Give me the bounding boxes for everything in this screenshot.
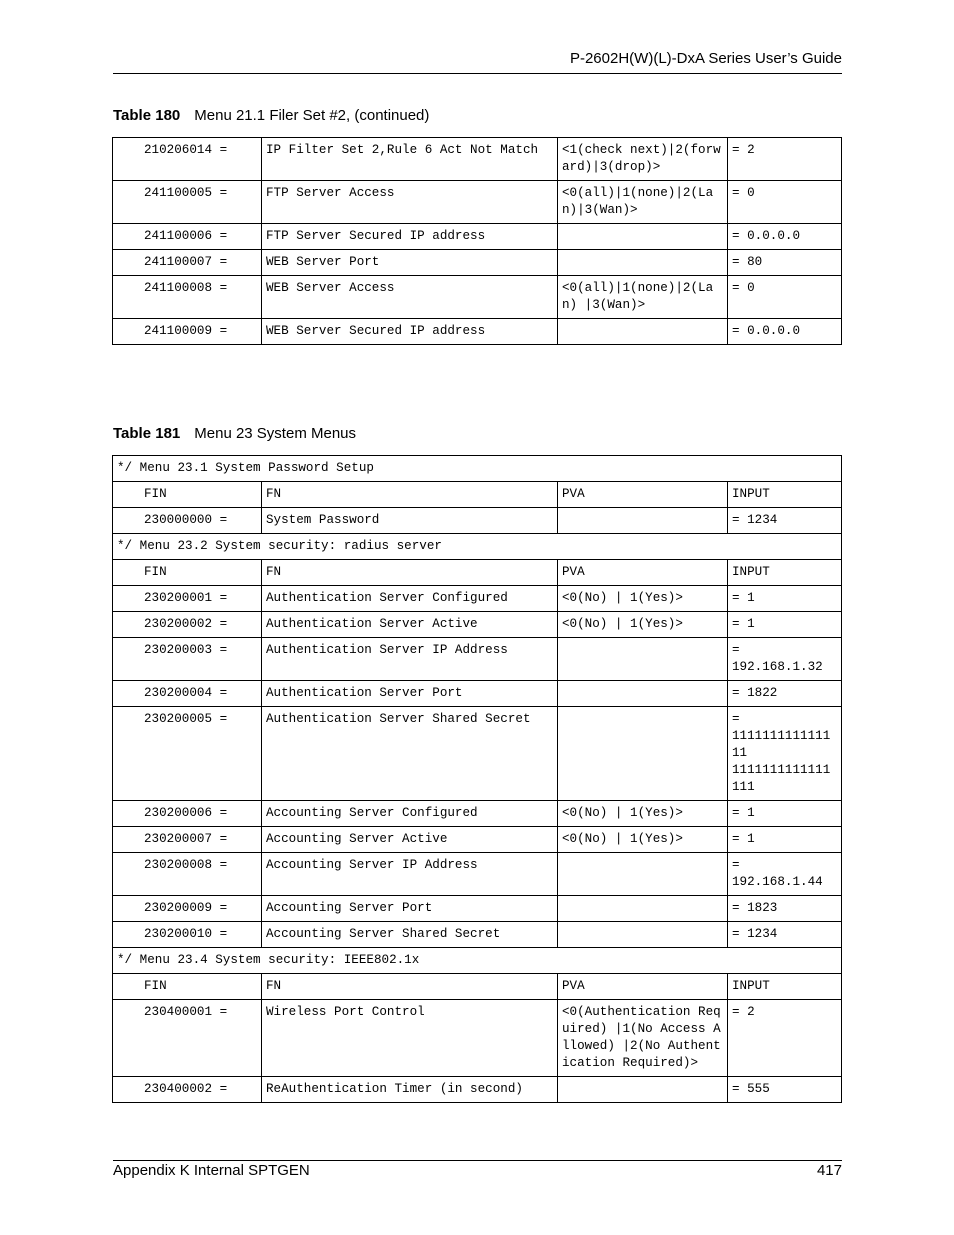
fin-cell: 230200003 = <box>113 638 262 681</box>
table-181-title: Menu 23 System Menus <box>194 425 357 442</box>
input-cell: = 80 <box>728 250 842 276</box>
table-row <box>113 181 842 224</box>
input-cell: = 1 <box>728 612 842 638</box>
input-cell: = 192.168.1.44 <box>728 853 842 896</box>
column-header-row <box>113 974 842 1000</box>
pva-cell: <0(No) | 1(Yes)> <box>558 612 728 638</box>
table-180-label: Table 180 <box>113 107 181 124</box>
fn-cell: Authentication Server Shared Secret <box>262 707 558 801</box>
fn-cell: FN <box>262 974 558 1000</box>
running-header: P-2602H(W)(L)-DxA Series User’s Guide <box>569 50 842 67</box>
table-row <box>113 250 842 276</box>
table-row <box>113 853 842 896</box>
section-row <box>113 948 842 974</box>
table-180-title: Menu 21.1 Filer Set #2, (continued) <box>194 107 430 124</box>
input-cell: INPUT <box>728 974 842 1000</box>
fin-cell: 230400002 = <box>113 1077 262 1103</box>
input-cell: INPUT <box>728 482 842 508</box>
table-row <box>113 586 842 612</box>
table-row <box>113 681 842 707</box>
pva-cell: <0(No) | 1(Yes)> <box>558 827 728 853</box>
pva-cell <box>558 1077 728 1103</box>
fn-cell: Authentication Server Active <box>262 612 558 638</box>
fin-cell: 230200002 = <box>113 612 262 638</box>
table-181-caption <box>113 425 356 442</box>
section-row <box>113 456 842 482</box>
input-cell: = 0.0.0.0 <box>728 319 842 345</box>
fn-cell: WEB Server Access <box>262 276 558 319</box>
input-cell: = 0.0.0.0 <box>728 224 842 250</box>
input-cell: = 1823 <box>728 896 842 922</box>
input-cell: = 111111111111111 1111111111111111 <box>728 707 842 801</box>
table-row <box>113 801 842 827</box>
input-cell: INPUT <box>728 560 842 586</box>
table-181-label: Table 181 <box>113 425 181 442</box>
fin-cell: 230200001 = <box>113 586 262 612</box>
fin-cell: 230200007 = <box>113 827 262 853</box>
input-cell: = 1234 <box>728 922 842 948</box>
page-number: 417 <box>816 1162 842 1179</box>
table-row <box>113 922 842 948</box>
column-header-row <box>113 560 842 586</box>
table-row <box>113 224 842 250</box>
section-heading: */ Menu 23.1 System Password Setup <box>113 456 842 482</box>
fn-cell: FTP Server Access <box>262 181 558 224</box>
fin-cell: 230200008 = <box>113 853 262 896</box>
table-row <box>113 1077 842 1103</box>
fn-cell: Authentication Server Port <box>262 681 558 707</box>
fin-cell: 241100009 = <box>113 319 262 345</box>
pva-cell: PVA <box>558 560 728 586</box>
fn-cell: Authentication Server Configured <box>262 586 558 612</box>
pva-cell: <0(Authentication Required) |1(No Access Allowed) |2(No Authentication Required)> <box>558 1000 728 1077</box>
input-cell: = 2 <box>728 138 842 181</box>
table-row <box>113 138 842 181</box>
table-181 <box>112 455 842 1103</box>
fn-cell: FN <box>262 482 558 508</box>
input-cell: = 2 <box>728 1000 842 1077</box>
fn-cell: ReAuthentication Timer (in second) <box>262 1077 558 1103</box>
fin-cell: 241100007 = <box>113 250 262 276</box>
fn-cell: Accounting Server Shared Secret <box>262 922 558 948</box>
pva-cell <box>558 638 728 681</box>
section-heading: */ Menu 23.2 System security: radius server <box>113 534 842 560</box>
pva-cell: PVA <box>558 974 728 1000</box>
table-row <box>113 319 842 345</box>
fn-cell: Authentication Server IP Address <box>262 638 558 681</box>
fin-cell: 230200006 = <box>113 801 262 827</box>
input-cell: = 192.168.1.32 <box>728 638 842 681</box>
fn-cell: Accounting Server Port <box>262 896 558 922</box>
column-header-row <box>113 482 842 508</box>
fn-cell: Accounting Server IP Address <box>262 853 558 896</box>
fin-cell: 230200005 = <box>113 707 262 801</box>
input-cell: = 1822 <box>728 681 842 707</box>
table-row <box>113 276 842 319</box>
pva-cell <box>558 707 728 801</box>
pva-cell <box>558 853 728 896</box>
fin-cell: 230000000 = <box>113 508 262 534</box>
table-180-caption <box>113 107 429 124</box>
fin-cell: 241100005 = <box>113 181 262 224</box>
fin-cell: FIN <box>113 974 262 1000</box>
section-heading: */ Menu 23.4 System security: IEEE802.1x <box>113 948 842 974</box>
table-row <box>113 707 842 801</box>
section-row <box>113 534 842 560</box>
fin-cell: 241100008 = <box>113 276 262 319</box>
input-cell: = 0 <box>728 181 842 224</box>
fin-cell: 230400001 = <box>113 1000 262 1077</box>
pva-cell: <0(No) | 1(Yes)> <box>558 586 728 612</box>
fn-cell: System Password <box>262 508 558 534</box>
input-cell: = 1 <box>728 586 842 612</box>
pva-cell: PVA <box>558 482 728 508</box>
pva-cell <box>558 224 728 250</box>
fin-cell: FIN <box>113 482 262 508</box>
fin-cell: 210206014 = <box>113 138 262 181</box>
footer-chapter: Appendix K Internal SPTGEN <box>113 1162 310 1179</box>
input-cell: = 555 <box>728 1077 842 1103</box>
table-row <box>113 638 842 681</box>
fn-cell: WEB Server Secured IP address <box>262 319 558 345</box>
table-row <box>113 508 842 534</box>
fn-cell: Accounting Server Configured <box>262 801 558 827</box>
header-rule <box>113 73 842 74</box>
fin-cell: 230200010 = <box>113 922 262 948</box>
table-row <box>113 612 842 638</box>
pva-cell <box>558 508 728 534</box>
fin-cell: 230200004 = <box>113 681 262 707</box>
table-row <box>113 1000 842 1077</box>
pva-cell <box>558 896 728 922</box>
table-180 <box>112 137 842 345</box>
pva-cell <box>558 681 728 707</box>
pva-cell <box>558 319 728 345</box>
pva-cell <box>558 250 728 276</box>
pva-cell: <0(all)|1(none)|2(Lan)|3(Wan)> <box>558 181 728 224</box>
input-cell: = 1 <box>728 827 842 853</box>
input-cell: = 1234 <box>728 508 842 534</box>
fn-cell: FN <box>262 560 558 586</box>
footer-rule <box>113 1160 842 1161</box>
fn-cell: IP Filter Set 2,Rule 6 Act Not Match <box>262 138 558 181</box>
fn-cell: Accounting Server Active <box>262 827 558 853</box>
fin-cell: FIN <box>113 560 262 586</box>
table-row <box>113 896 842 922</box>
pva-cell <box>558 922 728 948</box>
table-row <box>113 827 842 853</box>
pva-cell: <0(No) | 1(Yes)> <box>558 801 728 827</box>
input-cell: = 0 <box>728 276 842 319</box>
fin-cell: 230200009 = <box>113 896 262 922</box>
pva-cell: <0(all)|1(none)|2(Lan) |3(Wan)> <box>558 276 728 319</box>
fn-cell: WEB Server Port <box>262 250 558 276</box>
fn-cell: Wireless Port Control <box>262 1000 558 1077</box>
fn-cell: FTP Server Secured IP address <box>262 224 558 250</box>
pva-cell: <1(check next)|2(forward)|3(drop)> <box>558 138 728 181</box>
input-cell: = 1 <box>728 801 842 827</box>
fin-cell: 241100006 = <box>113 224 262 250</box>
